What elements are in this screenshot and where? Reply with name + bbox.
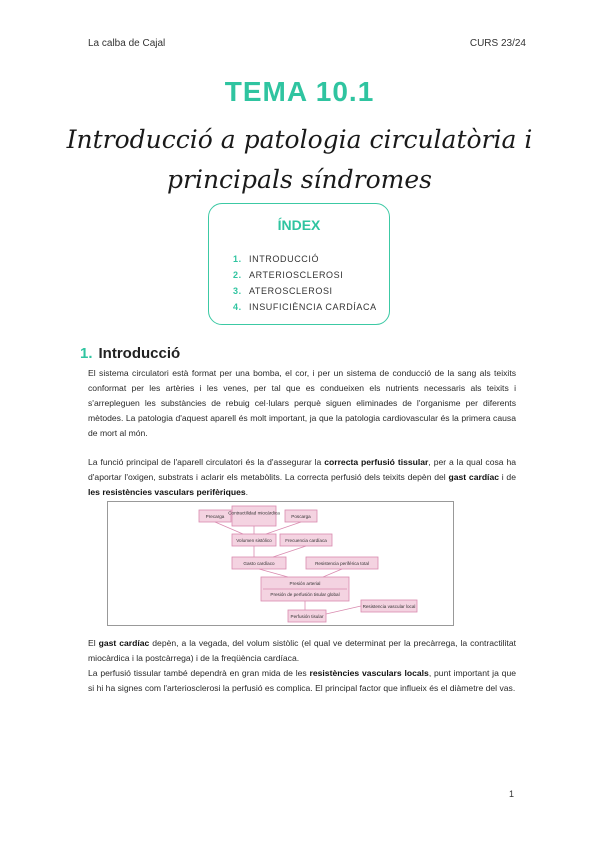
bold-term: gast cardíac [98, 638, 150, 648]
diagram-label-contractilidad: Contractilidad miocárdica [228, 510, 280, 516]
diagram-box-contractilidad [232, 506, 276, 526]
diagram-label-resistencia-total: Resistencia periférica total [315, 561, 369, 566]
text-run: La perfusió tissular també dependrà en gran mida de les [88, 668, 310, 678]
paragraph-intro: El sistema circulatori està format per una bomba, el cor, i per un sistema de conducció de la sang als teixits conformat per les artèries i les venes, per tal que es condueixen els nutrients necessaris als teixits i s'arrepleguen les substàncies de rebuig cel·lulars perquè siguen eliminades de l'organisme per diferents mètodes. La patologia d'aquest aparell és molt important, ja que la patologia cardiovascular és la primera causa de mort al món. [88, 368, 516, 438]
page-subtitle: Introducció a patologia circulatòria i principals síndromes [66, 125, 533, 194]
index-item-number: 2. [233, 270, 242, 280]
bold-term: les resistències vasculars perifèriques [88, 487, 246, 497]
diagram-label-volumen: Volumen sistólico [236, 538, 272, 543]
text-run: , punt important ja que si hi ha signes com l'arteriosclerosi la perfusió es complica. El principal factor que influeix és el diàmetre del vas. [88, 668, 516, 693]
section-title: Introducció [98, 345, 181, 362]
perfusion-diagram [107, 501, 454, 626]
header-left: La calba de Cajal [88, 38, 166, 49]
index-item-number: 3. [233, 286, 242, 296]
diagram-label-precarga: Precarga [205, 514, 225, 519]
diagram-label-resistencia-local: Resistencia vascular local [362, 604, 416, 609]
index-item-label: ARTERIOSCLEROSI [249, 270, 344, 280]
page-title: TEMA 10.1 [224, 76, 375, 107]
index-item-number: 4. [233, 302, 242, 312]
diagram-label-perfusion: Perfusión tisular [290, 614, 324, 619]
index-item[interactable] [233, 267, 377, 283]
bold-term: resistències vasculars locals [309, 668, 429, 678]
index-item[interactable] [233, 283, 377, 299]
page-number: 1 [509, 789, 515, 799]
header-right: CURS 23/24 [469, 38, 526, 49]
index-item-label: INSUFICIÈNCIA CARDÍACA [249, 302, 377, 312]
bold-term: gast cardíac [448, 472, 500, 482]
diagram-label-frecuencia: Frecuencia cardíaca [285, 538, 327, 543]
index-item-label: INTRODUCCIÓ [249, 254, 320, 264]
index-item[interactable] [233, 299, 377, 315]
diagram-label-gasto: Gasto cardíaco [243, 561, 275, 566]
index-item-number: 1. [233, 254, 242, 264]
text-run: , per a la qual cosa ha d'aportar l'oxigen, substrats i aclarir els metabòlits. La correcta perfusió dels teixits depèn del [88, 457, 517, 482]
text-run: depèn, a la vegada, del volum sistòlic (el qual ve determinat per la precàrrega, la contractilitat miocàrdica i la postcàrrega) i de la freqüència cardíaca. [88, 638, 516, 663]
diagram-label-presion-perfusion: Presión de perfusión tisular global [270, 592, 340, 597]
text-run: . [245, 487, 249, 497]
text-run: La funció principal de l'aparell circulatori és la d'assegurar la [88, 457, 325, 467]
section-heading [80, 345, 180, 362]
paragraph-tissue-perfusion [88, 666, 516, 696]
index-list [233, 251, 377, 315]
diagram-label-presion-arterial: Presión arterial [289, 581, 321, 586]
paragraph-function [88, 455, 516, 500]
index-item-label: ATEROSCLEROSI [249, 286, 333, 296]
diagram-label-poscarga: Poscarga [291, 514, 311, 519]
section-number: 1. [80, 345, 93, 362]
paragraph-cardiac-output [88, 636, 516, 666]
text-run: El [88, 638, 99, 648]
index-title: ÍNDEX [277, 217, 321, 233]
text-run: i de [499, 472, 516, 482]
bold-term: correcta perfusió tissular [324, 457, 429, 467]
diagram-svg [108, 502, 453, 625]
index-item[interactable] [233, 251, 377, 267]
index-box [208, 203, 390, 325]
